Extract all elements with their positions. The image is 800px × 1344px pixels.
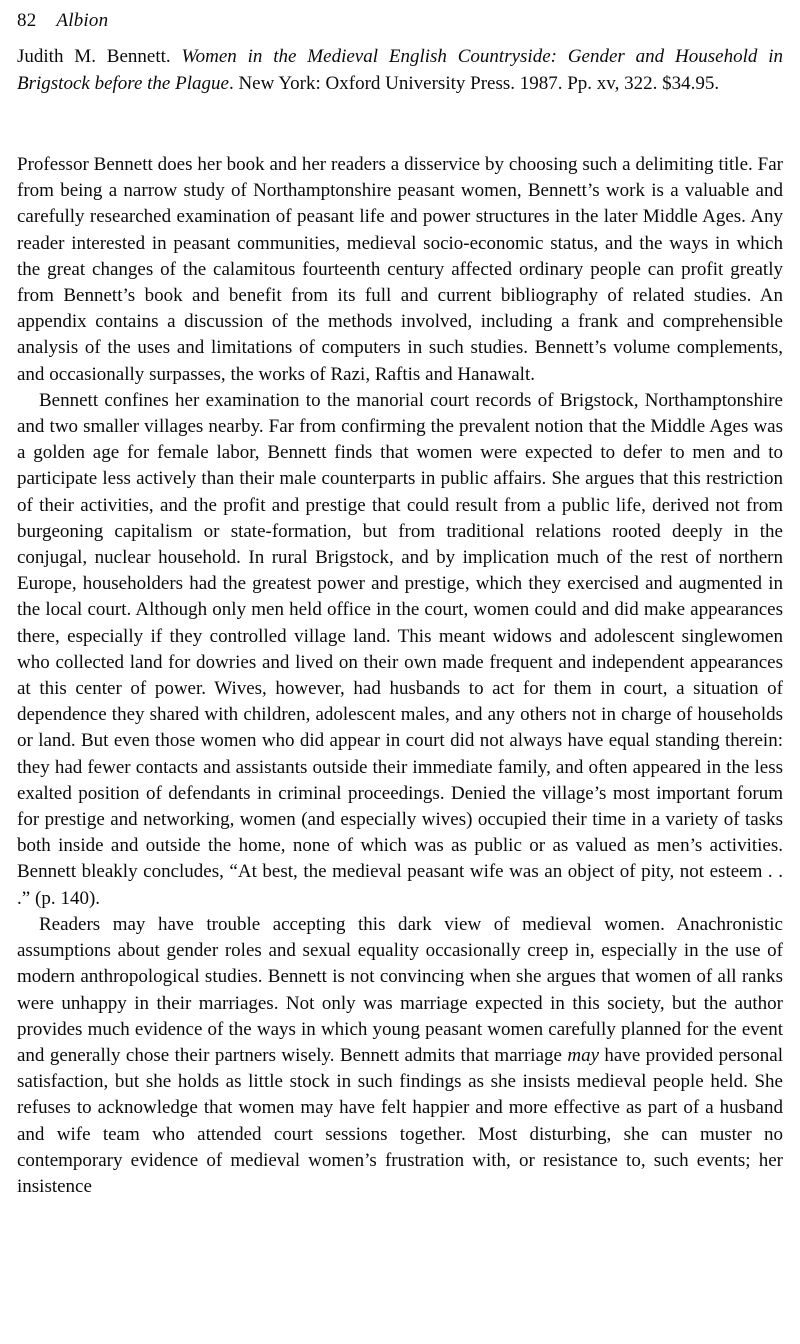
paragraph-3-text-after-emphasis: have provided personal satisfaction, but she holds as little stock in such findings as she insists medieval people held. She refuses to acknowledge that women may have felt happier and more effective as part of a husband and wife team who attended court sessions together. Most disturbing, she can muster no contemporary evidence of medieval women’s frustration with, or resistance to, such events; her insistence <box>17 1044 783 1197</box>
review-body <box>17 152 783 1200</box>
citation-author: Judith M. Bennett. <box>17 46 171 67</box>
paragraph-1-text: Professor Bennett does her book and her readers a disservice by choosing such a delimiting title. Far from being a narrow study of Northamptonshire peasant women, Bennett’s work is a valuable and carefully researched examination of peasant life and power structures in the later Middle Ages. Any reader interested in peasant communities, medieval socio-economic status, and the ways in which the great changes of the calamitous fourteenth century affected ordinary people can profit greatly from Bennett’s book and benefit from its full and current bibliography of related studies. An appendix contains a discussion of the methods involved, including a frank and comprehensible analysis of the uses and limitations of computers in such studies. Bennett’s volume complements, and occasionally surpasses, the works of Razi, Raftis and Hanawalt. <box>17 154 783 385</box>
page-folio-number: 82 <box>17 10 37 31</box>
book-citation <box>17 44 783 97</box>
paragraph-2-text: Bennett confines her examination to the manorial court records of Brigstock, Northamptonshire and two smaller villages nearby. Far from confirming the prevalent notion that the Middle Ages was a golden age for female labor, Bennett finds that women were expected to defer to men and to participate less actively than their male counterparts in public affairs. She argues that this restriction of their activities, and the profit and prestige that could result from a public life, derived not from burgeoning capitalism or state-formation, but from traditional relations rooted deeply in the conjugal, nuclear household. In rural Brigstock, and by implication much of the rest of northern Europe, householders had the greatest power and prestige, which they exercised and augmented in the local court. Although only men held office in the court, women could and did make appearances there, especially if they controlled village land. This meant widows and adolescent singlewomen who collected land for dowries and lived on their own made frequent and independent appearances at this center of power. Wives, however, had husbands to act for them in court, a situation of dependence they shared with children, adolescent males, and any others not in charge of households or land. But even those women who did appear in court did not always have equal standing therein: they had fewer contacts and assistants outside their immediate family, and often appeared in the less exalted position of defendants in criminal proceedings. Denied the village’s most important forum for prestige and networking, women (and especially wives) occupied their time in a variety of tasks both inside and outside the home, none of which was as public or as valued as men’s activities. Bennett bleakly concludes, “At best, the medieval peasant wife was an object of pity, not esteem . . .” (p. 140). <box>17 389 783 909</box>
review-paragraph-3 <box>17 912 783 1200</box>
review-paragraph-2 <box>17 388 783 912</box>
paragraph-3-text-before-emphasis: Readers may have trouble accepting this dark view of medieval women. Anachronistic assumptions about gender roles and sexual equality occasionally creep in, especially in the use of modern anthropological studies. Bennett is not convincing when she argues that women of all ranks were unhappy in their marriages. Not only was marriage expected in this society, but the author provides much evidence of the ways in which young peasant women carefully planned for the event and generally chose their partners wisely. Bennett admits that marriage <box>17 913 783 1066</box>
paragraph-3-emphasis-word: may <box>567 1044 599 1066</box>
citation-book-title: Women in the Medieval English Countryside: Gender and Household in Brigstock before the Plague <box>17 46 783 94</box>
running-head <box>17 8 783 34</box>
citation-imprint: . New York: Oxford University Press. 1987. Pp. xv, 322. $34.95. <box>228 72 720 94</box>
journal-title: Albion <box>56 10 109 31</box>
review-paragraph-1 <box>17 152 783 388</box>
